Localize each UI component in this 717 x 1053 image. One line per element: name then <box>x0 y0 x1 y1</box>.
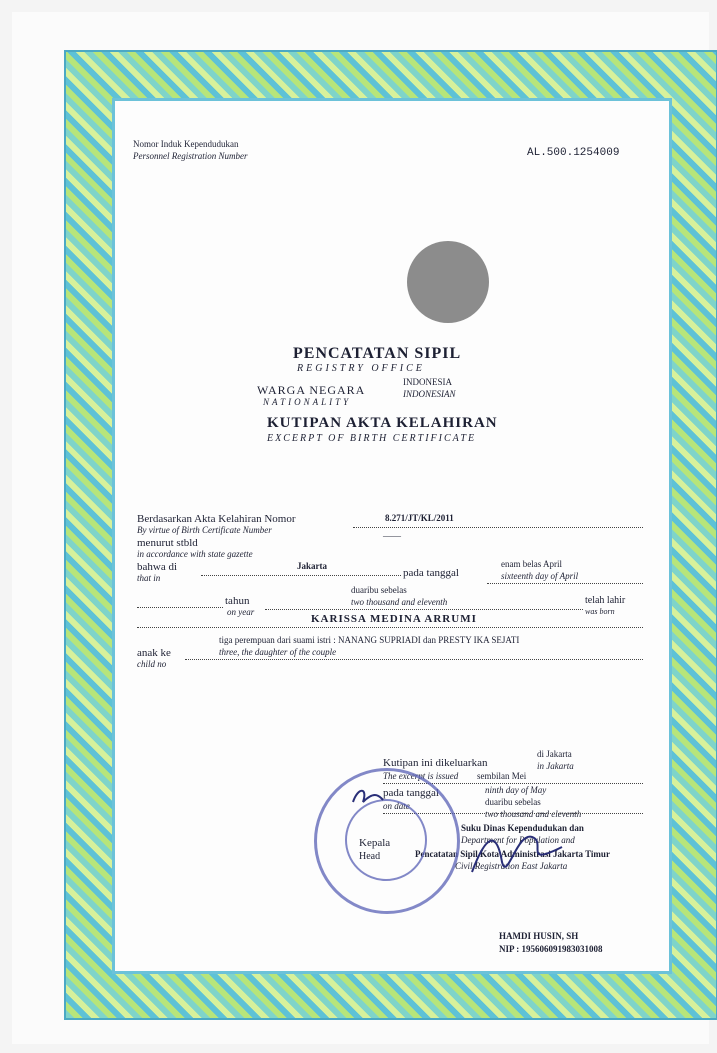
issued-date-2-en: two thousand and eleventh <box>485 809 582 819</box>
based-on-label-en: By virtue of Birth Certificate Number <box>137 525 272 535</box>
department: Suku Dinas Kependudukan dan <box>461 823 584 833</box>
issued-label-en: The excerpt is issued <box>383 771 459 781</box>
initial-mark-icon <box>348 782 388 812</box>
official-name: HAMDI HUSIN, SH <box>499 931 579 941</box>
stbld-value: —— <box>383 531 401 541</box>
nationality-label: WARGA NEGARA <box>257 383 366 397</box>
seal-icon <box>407 241 489 323</box>
issued-place-en: in Jakarta <box>537 761 574 771</box>
child-no-label-en: child no <box>137 659 167 669</box>
signature-icon <box>452 812 572 892</box>
stbld-label-en: in accordance with state gazette <box>137 549 253 559</box>
issued-date-2: duaribu sebelas <box>485 797 541 807</box>
issued-date-1: sembilan Mei <box>477 771 527 781</box>
parents: tiga perempuan dari suami istri : NANANG SUPRIADI dan PRESTY IKA SEJATI <box>219 635 520 645</box>
date-label: pada tanggal <box>403 567 459 579</box>
document-title: KUTIPAN AKTA KELAHIRAN <box>267 415 498 431</box>
issued-date-label-en: on date <box>383 801 410 811</box>
act-number: 8.271/JT/KL/2011 <box>385 513 454 523</box>
official-nip: NIP : 195606091983031008 <box>499 944 603 954</box>
certificate-number: AL.500.1254009 <box>527 147 620 159</box>
issued-place: di Jakarta <box>537 749 572 759</box>
nik-label-en: Personnel Registration Number <box>133 151 248 161</box>
place-label-en: that in <box>137 573 161 583</box>
office-name: Pencatatan Sipil Kota Administrasi Jakarta Timur <box>415 849 610 859</box>
year-label-en: on year <box>227 607 255 617</box>
office-title: PENCATATAN SIPIL <box>293 345 462 362</box>
nationality-label-en: NATIONALITY <box>263 397 352 407</box>
issued-date-label: pada tanggal <box>383 787 439 799</box>
nationality-value: INDONESIA <box>403 377 452 387</box>
document-page <box>12 12 709 1044</box>
place-value: Jakarta <box>297 561 327 571</box>
date-value: enam belas April <box>501 559 562 569</box>
head-label-en: Head <box>359 851 381 862</box>
department-en: Department for Population and <box>461 835 575 845</box>
head-label: Kepala <box>359 837 391 849</box>
child-name: KARISSA MEDINA ARRUMI <box>311 613 477 625</box>
issued-label: Kutipan ini dikeluarkan <box>383 757 488 769</box>
based-on-label: Berdasarkan Akta Kelahiran Nomor <box>137 513 296 525</box>
date-value-en: sixteenth day of April <box>501 571 579 581</box>
stbld-label: menurut stbld <box>137 537 198 549</box>
born-label-en: was born <box>585 607 615 616</box>
child-no-label: anak ke <box>137 647 171 659</box>
office-title-en: REGISTRY OFFICE <box>297 363 425 374</box>
year-value-en: two thousand and eleventh <box>351 597 448 607</box>
year-value: duaribu sebelas <box>351 585 407 595</box>
nik-label: Nomor Induk Kependudukan <box>133 139 239 149</box>
issued-date-1-en: ninth day of May <box>485 785 547 795</box>
nationality-value-en: INDONESIAN <box>403 389 456 399</box>
office-name-en: Civil Registration East Jakarta <box>455 861 568 871</box>
parents-en: three, the daughter of the couple <box>219 647 337 657</box>
place-label: bahwa di <box>137 561 178 573</box>
year-label: tahun <box>225 595 250 607</box>
born-label: telah lahir <box>585 595 626 606</box>
document-title-en: EXCERPT OF BIRTH CERTIFICATE <box>267 433 477 444</box>
